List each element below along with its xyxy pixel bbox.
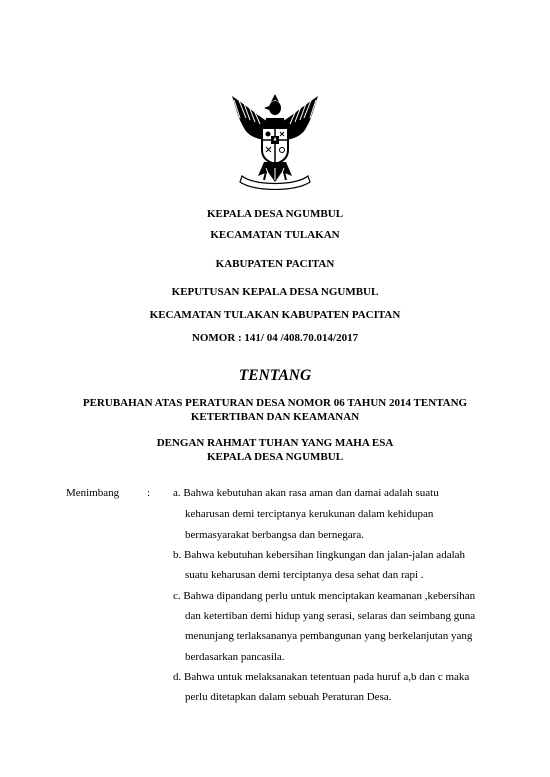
menimbang-colon: : <box>147 487 151 499</box>
menimbang-line: a. Bahwa kebutuhan akan rasa aman dan damai adalah suatu <box>173 487 439 499</box>
opening-line-2: KEPALA DESA NGUMBUL <box>206 451 344 463</box>
menimbang-line: perlu ditetapkan dalam sebuah Peraturan Desa. <box>185 691 392 703</box>
header-line-5: KECAMATAN TULAKAN KABUPATEN PACITAN <box>149 309 401 321</box>
decree-number: NOMOR : 141/ 04 /408.70.014/2017 <box>191 332 359 344</box>
menimbang-line: b. Bahwa kebutuhan kebersihan lingkungan dan jalan-jalan adalah <box>173 549 466 561</box>
tentang-heading: TENTANG <box>238 367 312 384</box>
header-line-2: KECAMATAN TULAKAN <box>210 229 340 241</box>
opening-line-1: DENGAN RAHMAT TUHAN YANG MAHA ESA <box>156 437 394 449</box>
header-line-3: KABUPATEN PACITAN <box>215 258 335 270</box>
menimbang-line: d. Bahwa untuk melaksanakan tetentuan pada huruf a,b dan c maka <box>173 671 470 683</box>
header-line-4: KEPUTUSAN KEPALA DESA NGUMBUL <box>171 286 379 298</box>
menimbang-line: dan ketertiban demi hidup yang serasi, selaras dan seimbang guna <box>185 610 476 622</box>
menimbang-line: bermasyarakat berbangsa dan bernegara. <box>185 529 364 541</box>
menimbang-line: suatu keharusan demi terciptanya desa sehat dan rapi . <box>185 569 424 581</box>
menimbang-line: berdasarkan pancasila. <box>185 651 285 663</box>
garuda-pancasila-emblem-icon <box>228 92 322 190</box>
menimbang-line: menunjang terlaksananya pembangunan yang berkelanjutan yang <box>185 630 473 642</box>
subject-line-2: KETERTIBAN DAN KEAMANAN <box>190 411 360 423</box>
menimbang-line: c. Bahwa dipandang perlu untuk menciptakan keamanan ,kebersihan <box>173 590 476 602</box>
menimbang-label: Menimbang <box>66 487 120 499</box>
menimbang-line: keharusan demi terciptanya kerukunan dalam kehidupan <box>185 508 434 520</box>
subject-line-1: PERUBAHAN ATAS PERATURAN DESA NOMOR 06 TAHUN 2014 TENTANG <box>82 397 468 409</box>
header-line-1: KEPALA DESA NGUMBUL <box>206 208 344 220</box>
